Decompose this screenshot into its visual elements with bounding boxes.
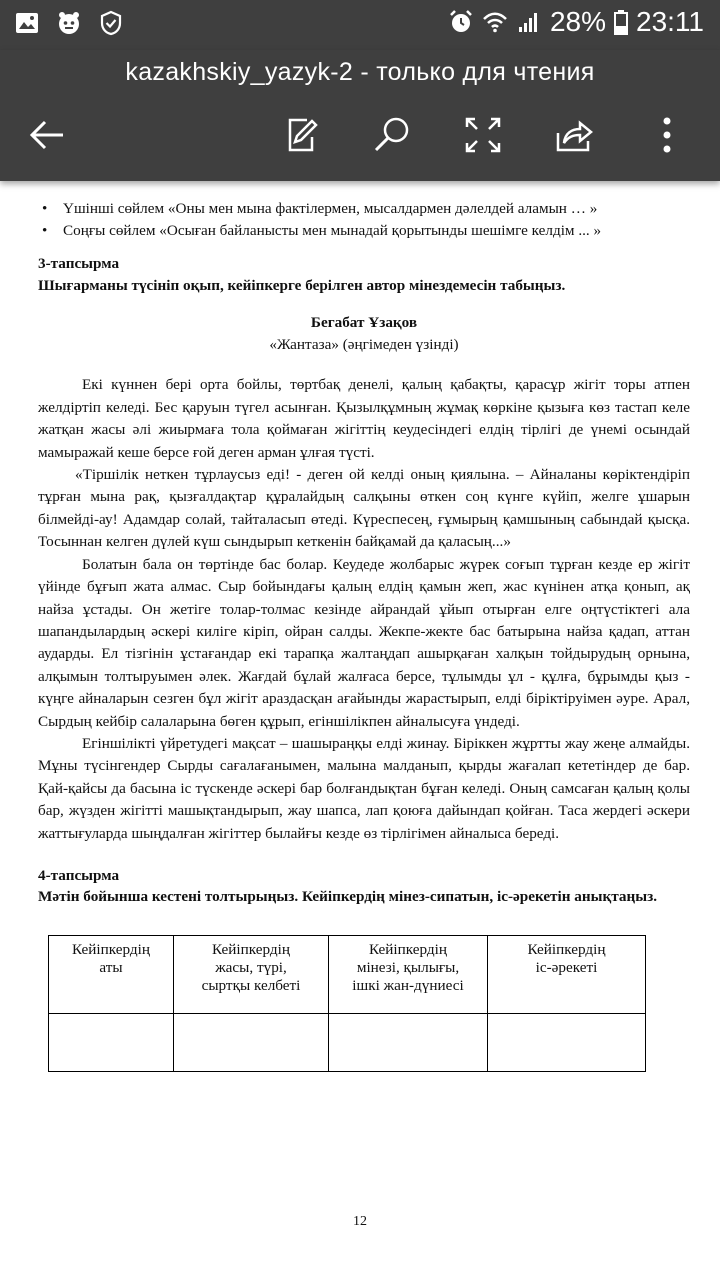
shield-check-icon bbox=[98, 10, 124, 36]
table-header-cell bbox=[174, 936, 329, 1014]
header-line: Кейіпкердің bbox=[369, 941, 447, 958]
back-arrow-icon bbox=[27, 115, 67, 155]
edit-button[interactable] bbox=[276, 110, 326, 160]
header-line: мінезі, қылығы, bbox=[356, 959, 460, 976]
fullscreen-button[interactable] bbox=[458, 110, 508, 160]
fullscreen-icon bbox=[463, 115, 503, 155]
table-cell bbox=[174, 1014, 329, 1072]
header-line: жасы, түрі, bbox=[215, 959, 287, 976]
more-options-button[interactable] bbox=[642, 110, 692, 160]
page-number: 12 bbox=[353, 1214, 367, 1229]
search-button[interactable] bbox=[367, 110, 417, 160]
table-header-row bbox=[49, 936, 646, 1014]
gallery-icon bbox=[14, 10, 40, 36]
text-paragraph: Егіншілікті үйретудегі мақсат – шашыраңқы елді жинау. Біріккен жұртты жау жеңе алмайды. Мұны түсінгендер Сырды сағалағанымен, малына малданып, қырды жағалап кететіндер де бар. Қай-қайсы да басына іс түскенде әскері бар болғандықтан бұған келеді. Оның самсаған қалың қолы бар, жүзден жігітті машықтандырып, жау шапса, лап қоюға дайындап қойған. Таса жердегі әскери жаттығуларда шыңдалған жігіттер былайғы кезде өз тірлігімен айналыса береді. bbox=[38, 734, 690, 842]
header-line: іс-әрекеті bbox=[535, 959, 598, 976]
bullet-text: Үшінші сөйлем «Оны мен мына фактілермен, мысалдармен дәлелдей аламын … » bbox=[63, 200, 598, 217]
alarm-icon bbox=[448, 9, 474, 35]
header-line: Кейіпкердің bbox=[212, 941, 290, 958]
wifi-icon bbox=[482, 9, 508, 35]
status-bar bbox=[0, 0, 720, 50]
task4-heading: 4-тапсырма bbox=[38, 866, 120, 884]
bullet-item bbox=[38, 220, 690, 242]
signal-icon bbox=[516, 9, 542, 35]
bullet-text: Соңғы сөйлем «Осыған байланысты мен мынадай қорытынды шешімге келдім ... » bbox=[63, 222, 602, 240]
bullet-dot: • bbox=[42, 200, 48, 217]
document-page[interactable] bbox=[0, 190, 720, 1280]
robot-face-icon bbox=[56, 10, 82, 36]
author-name: Бегабат Ұзақов bbox=[310, 313, 418, 331]
task3-heading: 3-тапсырма bbox=[38, 254, 120, 272]
table-header-cell bbox=[49, 936, 174, 1014]
header-line: Кейіпкердің bbox=[72, 941, 150, 958]
table-header-cell bbox=[488, 936, 646, 1014]
character-table bbox=[48, 935, 646, 1072]
share-button[interactable] bbox=[549, 110, 599, 160]
table-cell bbox=[488, 1014, 646, 1072]
share-icon bbox=[554, 115, 594, 155]
bullet-dot: • bbox=[42, 222, 48, 240]
edit-icon bbox=[281, 115, 321, 155]
document-title: kazakhskiy_yazyk-2 - только для чтения bbox=[125, 58, 595, 86]
battery-percent: 28% bbox=[549, 6, 606, 37]
table-header-cell bbox=[329, 936, 488, 1014]
source-title: «Жантаза» (әңгімеден үзінді) bbox=[269, 336, 459, 354]
battery-icon bbox=[614, 9, 628, 35]
search-icon bbox=[372, 115, 412, 155]
bullet-item bbox=[38, 198, 690, 220]
task3-instruction: Шығарманы түсініп оқып, кейіпкерге берілген автор мінездемесін табыңыз. bbox=[38, 277, 566, 295]
task4-instruction: Мәтін бойынша кестені толтырыңыз. Кейіпкердің мінез-сипатын, іс-әрекетін анықтаңыз. bbox=[38, 888, 657, 906]
back-button[interactable] bbox=[22, 110, 72, 160]
header-line: аты bbox=[99, 959, 123, 976]
header-line: сыртқы келбеті bbox=[201, 977, 301, 994]
clock: 23:11 bbox=[636, 6, 704, 37]
table-cell bbox=[49, 1014, 174, 1072]
table-row bbox=[49, 1014, 646, 1072]
text-paragraph: Екі күннен бері орта бойлы, төртбақ денелі, қалың қабақты, қарасұр жігіт торы атпен желдіртіп келеді. Бес қаруын түгел асынған. Қызылқұмның жұмақ көркіне қызыға көз тастап келе жатқан жасы әлі жиырмаға тола қоймаған жігіттің кеудесіндегі елдің тірлігі де үнемі осындай мамыражай кеше берсе ғой деген арман ұлғая түсті. bbox=[38, 376, 690, 461]
app-toolbar bbox=[0, 50, 720, 181]
text-paragraph: Болатын бала он төртінде бас болар. Кеудеде жолбарыс жүрек соғып тұрған кезде ер жігіт үйінде бұғып жата алмас. Сыр бойындағы қалың елдің қамын жеп, жас күнінен атқа қонып, ақ найза ұстады. Он жетіге толар-толмас кезінде айрандай ұйып отырған елге оңтүстіктегі ала шапандылардың әскері килігe кіріп, ойран салды. Жекпе-жекте бас батырына найза қадап, аттан аударды. Ел тізгінін ұстағандар екі тарапқа жалтаңдап ашырқаған халқын тойдырудың орнына, алқымын толтыруымен әлек. Жағдай бұлай жалғаса берсе, тұлымды ұл - құлға, бұрымды қыз - күңге айналарын сезген бұл жігіт араздасқан ағайынды жарастырып, елді біріктіруімен әуре. Арал, Сырдың кейбір салаларына бөген құрып, егіншілікпен айналысуға үндеді. bbox=[38, 555, 690, 730]
more-options-icon bbox=[647, 115, 687, 155]
header-line: Кейіпкердің bbox=[527, 941, 606, 958]
header-line: ішкі жан-дүниесі bbox=[352, 977, 464, 994]
text-paragraph: «Тіршілік неткен тұрлаусыз еді! - деген ой келді оның қиялына. – Айналаны көріктендіріп тұрған мына рақ, қызғалдақтар құралайдың салқыны өткен соң күнге күйіп, желге ұшарын білмейді-ау! Адамдар солай, тайталасып өтеді. Күреспесең, ғұмырың қамшының сабындай қысқа. Тосыннан келген дүлей күш сындырып кеткенін байқамай да қаласың...» bbox=[38, 466, 690, 551]
table-cell bbox=[329, 1014, 488, 1072]
